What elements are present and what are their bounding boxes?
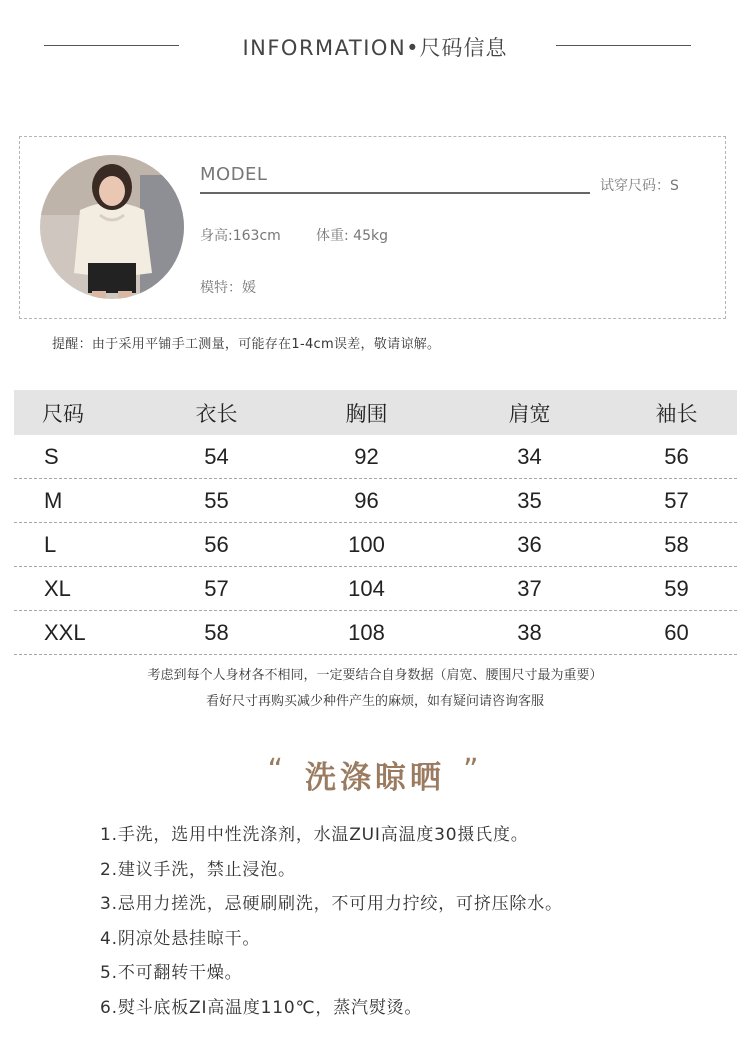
- list-item: 6.熨斗底板ZI高温度110℃，蒸汽熨烫。: [100, 997, 423, 1018]
- model-underline: [200, 192, 590, 194]
- cell-bust: 108: [348, 619, 385, 645]
- table-row: [14, 523, 737, 567]
- size-worn: 试穿尺码：S: [600, 178, 679, 194]
- list-item: 1.手洗，选用中性洗涤剂，水温ZUI高温度30摄氏度。: [100, 825, 529, 845]
- cell-shoulder: 37: [517, 575, 542, 601]
- cell-bust: 92: [354, 443, 379, 469]
- list-item: 5.不可翻转干燥。: [100, 963, 243, 983]
- cell-length: 54: [204, 443, 229, 469]
- model-info-card: [19, 136, 726, 319]
- title-chinese: 尺码信息: [419, 36, 508, 60]
- cell-sleeve: 57: [664, 487, 689, 513]
- cell-sleeve: 58: [664, 531, 689, 557]
- cell-size: S: [44, 443, 59, 469]
- cell-bust: 100: [348, 531, 385, 557]
- cell-size: L: [44, 531, 57, 557]
- cell-length: 58: [204, 619, 229, 645]
- list-item: 2.建议手洗，禁止浸泡。: [100, 859, 296, 880]
- model-label: MODEL: [200, 164, 268, 185]
- model-weight: 体重: 45kg: [316, 228, 388, 244]
- cell-length: 55: [204, 487, 229, 513]
- cell-sleeve: 60: [664, 619, 689, 645]
- cell-shoulder: 35: [517, 487, 542, 513]
- table-row: [14, 567, 737, 611]
- header-length: 衣长: [195, 402, 238, 426]
- measurement-note: 提醒：由于采用平铺手工测量，可能存在1-4cm误差，敬请谅解。: [52, 337, 441, 352]
- size-table: [14, 390, 737, 655]
- cell-size: XXL: [44, 619, 86, 645]
- model-height: 身高:163cm: [200, 228, 281, 244]
- advice-line-1: 考虑到每个人身材各不相同，一定要结合自身数据（肩宽、腰围尺寸最为重要）: [147, 668, 603, 683]
- cell-size: M: [44, 487, 63, 513]
- title-separator: •: [406, 36, 420, 60]
- cell-size: XL: [44, 575, 71, 601]
- table-row: [14, 479, 737, 523]
- cell-sleeve: 59: [664, 575, 689, 601]
- table-row: [14, 611, 737, 655]
- open-quote: “: [267, 753, 287, 788]
- header-size: 尺码: [42, 402, 84, 426]
- header-bust: 胸围: [345, 402, 388, 426]
- cell-shoulder: 36: [517, 531, 542, 557]
- table-header: [14, 390, 737, 435]
- title-english: INFORMATION: [242, 36, 407, 60]
- header-shoulder: 肩宽: [508, 402, 551, 426]
- table-row: [14, 435, 737, 479]
- wash-title-text: 洗涤晾晒: [305, 760, 445, 796]
- cell-sleeve: 56: [664, 443, 689, 469]
- cell-shoulder: 34: [517, 443, 542, 469]
- header-rule-right: [556, 45, 691, 46]
- model-photo: [40, 155, 184, 299]
- wash-section-title: [0, 752, 750, 797]
- list-item: 3.忌用力搓洗，忌硬刷刷洗，不可用力拧绞，可挤压除水。: [100, 894, 563, 914]
- cell-bust: 104: [348, 575, 385, 601]
- cell-length: 57: [204, 575, 229, 601]
- header-sleeve: 袖长: [655, 402, 698, 426]
- cell-bust: 96: [354, 487, 379, 513]
- cell-shoulder: 38: [517, 619, 542, 645]
- list-item: 4.阴凉处悬挂晾干。: [100, 928, 261, 949]
- care-instructions: [100, 818, 563, 1025]
- close-quote: ”: [463, 753, 483, 788]
- model-name: 模特：媛: [200, 280, 256, 296]
- advice-line-2: 看好尺寸再购买减少种件产生的麻烦，如有疑问请咨询客服: [205, 694, 544, 709]
- cell-length: 56: [204, 531, 229, 557]
- page-title: [0, 32, 750, 62]
